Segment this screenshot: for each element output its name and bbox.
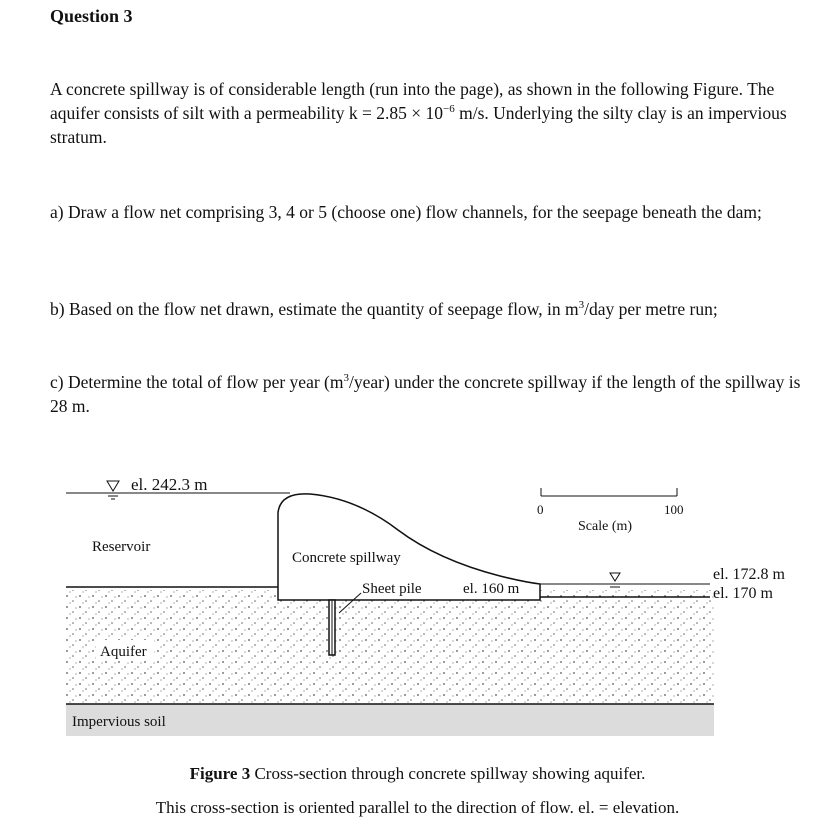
part-b-exponent: 3 xyxy=(578,299,585,312)
aquifer-label: Aquifer xyxy=(100,644,147,660)
question-title: Question 3 xyxy=(50,6,133,26)
part-b-end: /day per metre run; xyxy=(584,299,718,319)
spillway-figure xyxy=(0,470,835,750)
figure-caption-label: Figure 3 xyxy=(189,764,251,783)
scale-start-label: 0 xyxy=(537,502,544,517)
figure-caption-line-2: This cross-section is oriented parallel to the direction of flow. el. = elevation. xyxy=(155,798,680,817)
part-c-end: /year) under the concrete spillway if the length of the spillway is 28 m. xyxy=(50,372,801,416)
water-level-marker-downstream xyxy=(610,573,620,587)
sheet-pile-label: Sheet pile xyxy=(362,581,422,597)
impervious-soil-label: Impervious soil xyxy=(72,714,166,730)
scale-bar xyxy=(541,488,677,496)
intro-line-2-end: m/s. Underlying the silty clay is an xyxy=(454,103,704,123)
part-c-start: c) Determine the total of flow per year (m xyxy=(50,372,344,392)
intro-paragraph xyxy=(50,77,810,149)
scale-title-label: Scale (m) xyxy=(578,519,633,534)
part-c xyxy=(50,370,810,418)
figure-caption-line-1 xyxy=(0,764,835,784)
water-level-marker-upstream xyxy=(107,481,119,499)
ground-elevation-label: el. 170 m xyxy=(713,585,773,602)
concrete-spillway-label: Concrete spillway xyxy=(292,550,401,566)
tailwater-elevation-label: el. 172.8 m xyxy=(713,566,785,583)
upstream-elevation-label: el. 242.3 m xyxy=(131,475,208,494)
permeability-exponent: −6 xyxy=(443,103,455,116)
aquifer-region xyxy=(66,590,714,704)
intro-line-2-start: The aquifer consists of silt with a permeability k = 2.85 × 10 xyxy=(50,79,775,123)
part-b xyxy=(50,297,810,321)
part-c-exponent: 3 xyxy=(343,372,349,385)
intro-line-1: A concrete spillway is of considerable length (run into the page), as shown in the following Figure. xyxy=(50,79,744,99)
part-b-start: b) Based on the flow net drawn, estimate the quantity of seepage flow, in m xyxy=(50,299,579,319)
part-a: a) Draw a flow net comprising 3, 4 or 5 (choose one) flow channels, for the seepage beneath the dam; xyxy=(50,202,762,222)
figure-caption-text: Cross-section through concrete spillway showing aquifer. xyxy=(250,764,646,783)
reservoir-label: Reservoir xyxy=(92,539,151,555)
base-elevation-label: el. 160 m xyxy=(463,581,520,597)
scale-end-label: 100 xyxy=(664,502,684,517)
intro-line-3: impervious stratum. xyxy=(50,103,787,147)
